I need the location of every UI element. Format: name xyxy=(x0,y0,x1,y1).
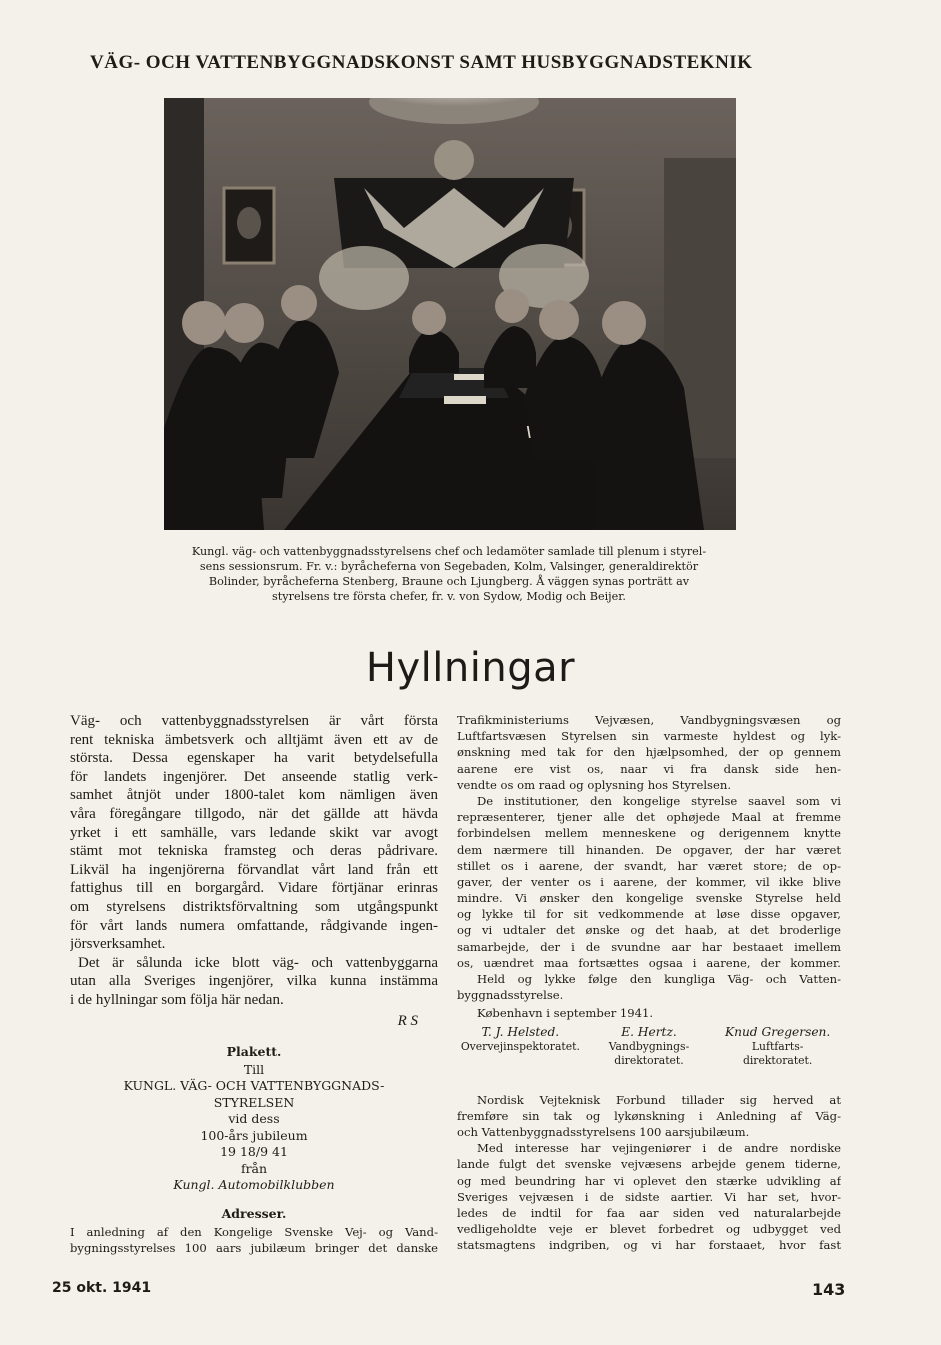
right-column xyxy=(457,712,841,1253)
adresser-heading: Adresser. xyxy=(221,1205,287,1221)
text-line: Likväl ha ingenjörerna förvandlat vårt land från ett xyxy=(70,861,438,878)
text-line: fremføre sin tak og lykønskning i Anledning af Väg- xyxy=(457,1108,841,1123)
plaque-line: Till xyxy=(243,1061,265,1077)
running-head: VÄG- OCH VATTENBYGGNADSKONST SAMT HUSBYGGNADSTEKNIK xyxy=(90,52,753,73)
caption-line: sens sessionsrum. Fr. v.: byråcheferna von Segebaden, Kolm, Valsinger, generaldirektör xyxy=(199,560,699,573)
text-line: os, uændret maa fortsættes ogsaa i aarene, der kommer. xyxy=(457,955,841,970)
adresser-text xyxy=(70,1224,438,1256)
photo-illustration xyxy=(164,98,736,530)
text-line: I anledning af den Kongelige Svenske Vej- og Vand- xyxy=(70,1224,438,1239)
plaque-line: 100-års jubileum xyxy=(200,1127,308,1143)
text-line: Med interesse har vejingeniører i de andre nordiske xyxy=(477,1141,841,1156)
plaque-line: STYRELSEN xyxy=(213,1094,295,1110)
nordisk-letter xyxy=(457,1092,841,1254)
text-line: största. Dessa egenskaper ha varit betydelsefulla xyxy=(70,750,438,767)
text-line: utan alla Sveriges ingenjörer, vilka kunna instämma xyxy=(70,973,438,990)
text-line: og lykke til for sit vedkommende at løse disse opgaver, xyxy=(457,907,841,922)
page-number: 143 xyxy=(812,1280,846,1299)
text-line: lande fulgt det svenske vejvæsens arbejde genem tiderne, xyxy=(457,1157,841,1172)
text-line: Nordisk Vejteknisk Forbund tillader sig herved at xyxy=(477,1092,841,1107)
text-line: dem nærmere till hinanden. De opgaver, der har været xyxy=(457,842,841,857)
text-line: yrket i ett samhälle, vars ledande skikt var avogt xyxy=(70,824,438,841)
text-line: Luftfartsvæsen Styrelsen sin varmeste hyldest og lyk- xyxy=(457,729,841,744)
text-line: Held og lykke følge den kungliga Väg- och Vatten- xyxy=(477,972,841,986)
text-line: stämt mot tekniska framsteg och deras pådrivare. xyxy=(70,843,438,860)
intro-text xyxy=(70,712,438,1010)
text-line: om styrelsens distriktsförvaltning som utgångspunkt xyxy=(70,898,438,915)
plaque-from: Kungl. Automobilklubben xyxy=(173,1177,335,1192)
signatory-org: Vandbygnings- direktoratet. xyxy=(608,1039,690,1067)
signatory xyxy=(457,1024,584,1068)
signatory xyxy=(586,1024,713,1068)
board-meeting-photo xyxy=(164,98,736,530)
left-column xyxy=(70,712,438,1256)
plaque-line: från xyxy=(240,1160,268,1176)
text-line: statsmagtens indgriben, og vi har forstaaet, hvor fast xyxy=(457,1238,841,1253)
text-line: gaver, der venter os i aarene, der kommer, vil ikke blive xyxy=(457,874,841,889)
text-line: för landets ingenjörer. Det anseende statlig verk- xyxy=(70,768,438,785)
text-line: ønskning med tak for den hjælpsomhed, der op gennem xyxy=(457,745,841,760)
text-line: Väg- och vattenbyggnadsstyrelsen är vårt första xyxy=(70,713,438,729)
text-line: ledes de indtil for faa aar siden ved naturalarbejde xyxy=(457,1205,841,1220)
text-line: aarene ere vist os, naar vi fra dansk side hen- xyxy=(457,761,841,776)
caption-line: Bolinder, byråcheferna Stenberg, Braune och Ljungberg. Å väggen synas porträtt av xyxy=(208,575,690,588)
text-line: De institutioner, den kongelige styrelse saavel som vi xyxy=(477,793,841,808)
text-line: och Vattenbyggnadsstyrelsens 100 aarsjubilæum. xyxy=(457,1124,750,1139)
text-line: mindre. Vi ønsker den kongelige svenske Styrelse held xyxy=(457,891,841,906)
text-line: Trafikministeriums Vejvæsen, Vandbygningsvæsen og xyxy=(457,713,841,727)
text-line: repræsenterer, tjener alle det ophøjede Maal at fremme xyxy=(457,810,841,825)
text-line: våra föregångare tillgodo, när det gällde att hävda xyxy=(70,805,438,822)
plaque-line: 19 18/9 41 xyxy=(220,1144,288,1159)
text-line: samarbejde, der i de svundne aar har bestaaet imellem xyxy=(457,939,841,954)
text-line: stillet os i aarene, der svandt, har været store; de op- xyxy=(457,858,841,873)
signatory-name: T. J. Helsted. xyxy=(481,1024,560,1039)
text-line: jörsverksamhet. xyxy=(70,936,166,953)
text-line: fattighus till en borgargård. Vidare förtjänar erinras xyxy=(70,880,438,897)
text-line: forbindelsen mellem menneskene og derigennem knytte xyxy=(457,826,841,841)
signatory xyxy=(714,1024,841,1068)
text-line: Sveriges vejvæsen i de sidste aartier. Vi har set, hvor- xyxy=(457,1189,841,1204)
signatories xyxy=(457,1024,841,1068)
signatory-name: Knud Gregersen. xyxy=(724,1024,831,1039)
text-line: rent tekniska ämbetsverk och alltjämt även ett av de xyxy=(70,731,438,748)
signatory-org: Overvejinspektoratet. xyxy=(460,1039,580,1053)
plaque-line: KUNGL. VÄG- OCH VATTENBYGGNADS- xyxy=(123,1078,385,1093)
text-line: vedligeholdte veje er blevet forbedret og udbygget ved xyxy=(457,1222,841,1237)
text-line: og vi udtaler det ønske og det haab, at det broderlige xyxy=(457,923,841,938)
signature-initials: R S xyxy=(397,1012,418,1029)
caption-line: styrelsens tre första chefer, fr. v. von Sydow, Modig och Beijer. xyxy=(272,590,626,603)
danish-letter xyxy=(457,712,841,1022)
text-line: byggnadsstyrelse. xyxy=(457,988,564,1003)
text-line: Det är sålunda icke blott väg- och vattenbyggarna xyxy=(78,954,438,971)
text-line: og med beundring har vi oplevet den stærke udvikling af xyxy=(457,1173,841,1188)
plaque-heading: Plakett. xyxy=(226,1043,282,1059)
text-line: bygningsstyrelses 100 aars jubilæum bringer det danske xyxy=(70,1240,438,1255)
section-title: Hyllningar xyxy=(365,645,576,691)
text-line: vendte os om raad og oplysning hos Styrelsen. xyxy=(457,777,732,792)
issue-date: 25 okt. 1941 xyxy=(52,1280,152,1296)
signatory-name: E. Hertz. xyxy=(621,1024,677,1039)
caption-line: Kungl. väg- och vattenbyggnadsstyrelsens chef och ledamöter samlade till plenum i styrel- xyxy=(191,545,707,558)
place-date: København i september 1941. xyxy=(477,1006,654,1021)
text-line: samhet åtnjöt under 1800-talet kom nämligen även xyxy=(70,787,438,804)
text-line: för vårt lands numera omfattande, rådgivande ingen- xyxy=(70,917,438,934)
text-line: i de hyllningar som följa här nedan. xyxy=(70,991,284,1008)
signatory-org: Luftfarts- direktoratet. xyxy=(742,1039,813,1067)
plaque-line: vid dess xyxy=(228,1111,280,1126)
photo-caption xyxy=(164,544,734,604)
